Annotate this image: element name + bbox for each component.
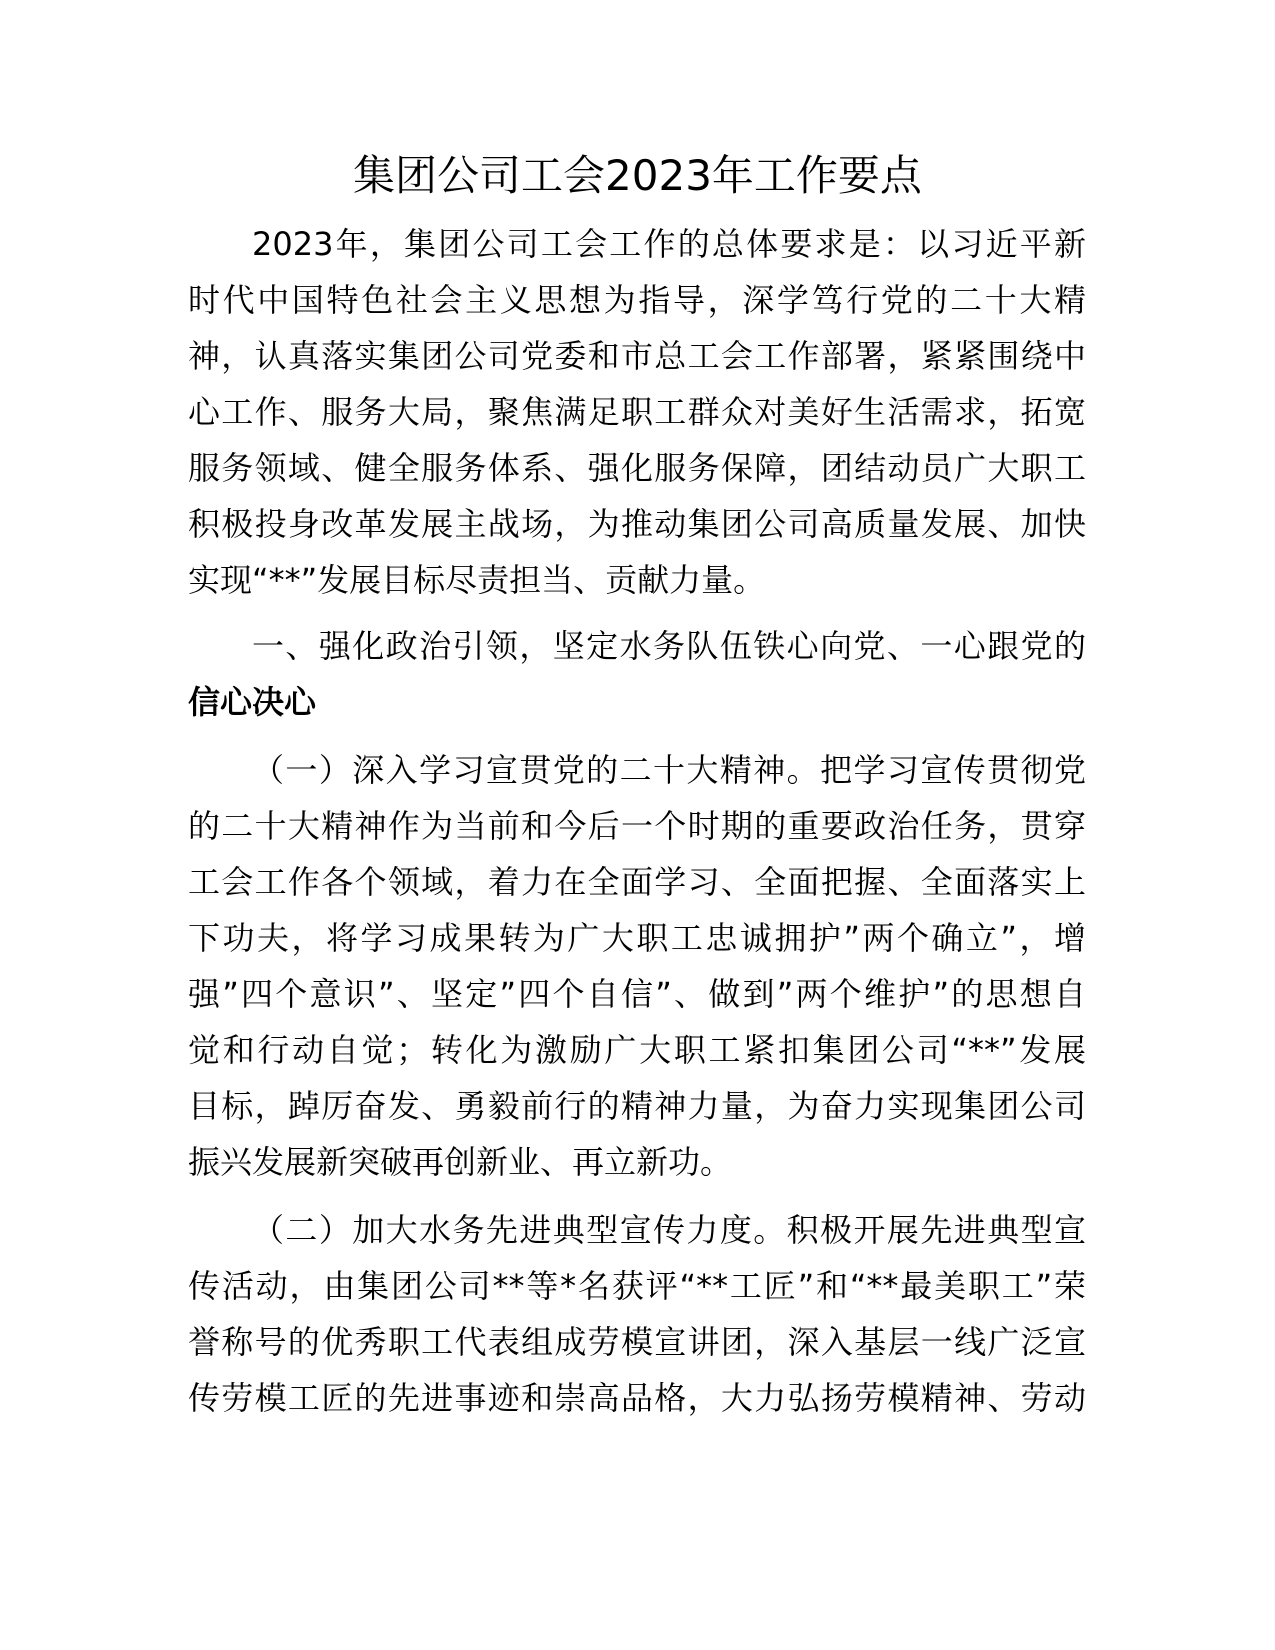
item2-line: 传活动，由集团公司**等*名获评“**工匠”和“**最美职工”荣	[188, 1267, 1086, 1305]
item1-line: 强”四个意识”、坚定”四个自信”、做到”两个维护”的思想自	[188, 975, 1086, 1013]
item2-line: 传劳模工匠的先进事迹和崇高品格，大力弘扬劳模精神、劳动	[188, 1379, 1086, 1417]
section-heading-line: 信心决心	[188, 683, 317, 721]
intro-line: 服务领域、健全服务体系、强化服务保障，团结动员广大职工	[188, 449, 1086, 487]
intro-line: 实现“**”发展目标尽责担当、贡献力量。	[188, 561, 766, 599]
item1-line: 目标，踔厉奋发、勇毅前行的精神力量，为奋力实现集团公司	[188, 1087, 1086, 1125]
item1-line: 振兴发展新突破再创新业、再立新功。	[188, 1143, 733, 1181]
intro-line: 心工作、服务大局，聚焦满足职工群众对美好生活需求，拓宽	[188, 393, 1086, 431]
intro-line: 时代中国特色社会主义思想为指导，深学笃行党的二十大精	[188, 281, 1086, 319]
item2-line: （二）加大水务先进典型宣传力度。积极开展先进典型宣	[252, 1211, 1086, 1249]
intro-line: 2023年，集团公司工会工作的总体要求是：以习近平新	[252, 225, 1086, 263]
item2-line: 誉称号的优秀职工代表组成劳模宣讲团，深入基层一线广泛宣	[188, 1323, 1086, 1361]
section-heading-line: 一、强化政治引领，坚定水务队伍铁心向党、一心跟党的	[252, 627, 1086, 665]
item1-line: 下功夫，将学习成果转为广大职工忠诚拥护”两个确立”，增	[188, 919, 1086, 957]
item1-line: 觉和行动自觉；转化为激励广大职工紧扣集团公司“**”发展	[188, 1031, 1086, 1069]
item1-line: 工会工作各个领域，着力在全面学习、全面把握、全面落实上	[188, 863, 1086, 901]
intro-line: 积极投身改革发展主战场，为推动集团公司高质量发展、加快	[188, 505, 1086, 543]
item1-line: （一）深入学习宣贯党的二十大精神。把学习宣传贯彻党	[252, 751, 1086, 789]
intro-line: 神，认真落实集团公司党委和市总工会工作部署，紧紧围绕中	[188, 337, 1086, 375]
item1-line: 的二十大精神作为当前和今后一个时期的重要政治任务，贯穿	[188, 807, 1086, 845]
document-title: 集团公司工会2023年工作要点	[353, 151, 922, 200]
